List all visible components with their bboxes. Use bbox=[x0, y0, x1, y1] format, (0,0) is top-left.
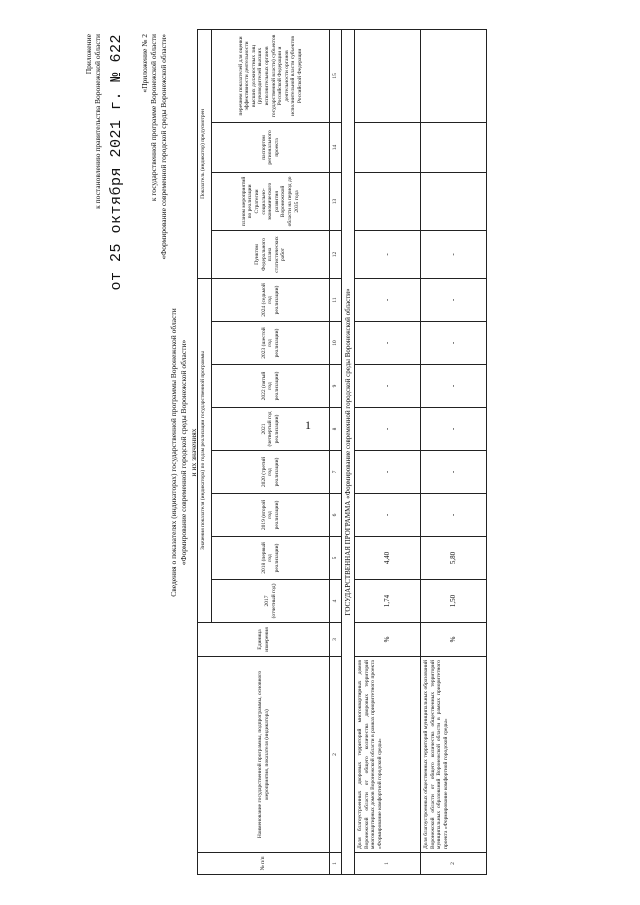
section-title: ГОСУДАРСТВЕННАЯ ПРОГРАММА «Формирование современной городской среды Воронежской области» bbox=[341, 29, 354, 874]
header-2018: 2018 (первый год реализации) bbox=[212, 537, 330, 580]
row-value-2020: - bbox=[354, 451, 420, 494]
col-number: 10 bbox=[330, 322, 342, 365]
order-date: от 25 октября 2021 г. № 622 bbox=[108, 34, 125, 291]
row-value-2022: - bbox=[354, 365, 420, 408]
indicators-table bbox=[197, 29, 487, 875]
col-number: 2 bbox=[330, 657, 342, 853]
row-federal-plan: - bbox=[420, 230, 486, 278]
annex-header bbox=[84, 34, 103, 209]
header-name: Наименование государственной программы, подпрограммы, основного мероприятия, показателя (индикатора) bbox=[198, 657, 330, 853]
header-2022: 2022 (пятый год реализации) bbox=[212, 365, 330, 408]
row-value-2019: - bbox=[354, 494, 420, 537]
header-2020: 2020 (третий год реализации) bbox=[212, 451, 330, 494]
annex-resolution: к постановлению правительства Воронежской области bbox=[93, 34, 103, 209]
section-row bbox=[341, 29, 354, 874]
program-annex-ref: к государственной программе Воронежской области bbox=[149, 34, 159, 202]
row-value-2024: - bbox=[354, 278, 420, 321]
col-number: 8 bbox=[330, 408, 342, 451]
col-number: 9 bbox=[330, 365, 342, 408]
column-number-row bbox=[330, 29, 342, 874]
header-efficiency-list: перечнем показателей для оценки эффективности деятельности высших должностных лиц (руководителей высших исполнительных органов государственной власти) субъектов Российской Федерации и деятельности органов исполнительной власти субъектов Российской Федерации bbox=[212, 29, 330, 122]
row-name: Доля благоустроенных дворовых территорий многоквартирных домов Воронежской области от общего количества дворовых территорий многоквартирных домов Воронежской области в рамках приоритетного проекта «Формирование комфортной городской среды» bbox=[354, 657, 420, 853]
header-indicators-group: Показатель (индикатор) предусмотрен bbox=[198, 29, 212, 278]
row-name: Доля благоустроенных общественных территорий муниципальных образований Воронежской области от общего количества общественных территорий муниципальных образований Воронежской области в рамках приоритетного проекта «Формирование комфортной городской среды» bbox=[420, 657, 486, 853]
col-number: 7 bbox=[330, 451, 342, 494]
title-line-3: и их значениях bbox=[188, 428, 198, 477]
header-regional-project: паспортом регионального проекта bbox=[212, 122, 330, 172]
row-strategy-plan bbox=[354, 172, 420, 230]
annex-label: Приложение bbox=[84, 34, 93, 75]
col-number: 5 bbox=[330, 537, 342, 580]
col-number: 3 bbox=[330, 623, 342, 657]
row-strategy-plan bbox=[420, 172, 486, 230]
header-2023: 2023 (шестой год реализации) bbox=[212, 322, 330, 365]
row-regional-project bbox=[420, 122, 486, 172]
title-line-2: «Формирование современной городской среды Воронежской области» bbox=[178, 339, 188, 566]
header-2019: 2019 (второй год реализации) bbox=[212, 494, 330, 537]
col-number: 1 bbox=[330, 853, 342, 875]
row-num: 1 bbox=[354, 853, 420, 875]
col-number: 12 bbox=[330, 230, 342, 278]
row-value-2019: - bbox=[420, 494, 486, 537]
document-title bbox=[169, 0, 198, 905]
col-number: 11 bbox=[330, 278, 342, 321]
row-value-2024: - bbox=[420, 278, 486, 321]
table-row bbox=[354, 29, 420, 874]
row-value-2021: - bbox=[354, 408, 420, 451]
program-annex-header bbox=[140, 34, 168, 259]
row-value-2020: - bbox=[420, 451, 486, 494]
row-federal-plan: - bbox=[354, 230, 420, 278]
row-value-2018: 4,40 bbox=[354, 537, 420, 580]
col-number: 6 bbox=[330, 494, 342, 537]
row-regional-project bbox=[354, 122, 420, 172]
row-value-2023: - bbox=[354, 322, 420, 365]
row-value-2023: - bbox=[420, 322, 486, 365]
row-efficiency-list bbox=[354, 29, 420, 122]
header-num: № п/п bbox=[198, 853, 330, 875]
row-num: 2 bbox=[420, 853, 486, 875]
col-number: 4 bbox=[330, 580, 342, 623]
program-annex-label: «Приложение № 2 bbox=[140, 34, 149, 93]
header-2024: 2024 (седьмой год реализации) bbox=[212, 278, 330, 321]
col-number: 13 bbox=[330, 172, 342, 230]
row-efficiency-list bbox=[420, 29, 486, 122]
row-value-2017: 1,50 bbox=[420, 580, 486, 623]
row-unit: % bbox=[354, 623, 420, 657]
title-line-1: Сведения о показателях (индикаторах) государственной программы Воронежской области bbox=[169, 308, 178, 597]
header-2021: 2021 (четвертый год реализации) bbox=[212, 408, 330, 451]
header-federal-plan: Пунктом Федерального плана статистических работ bbox=[212, 230, 330, 278]
row-value-2022: - bbox=[420, 365, 486, 408]
header-strategy-plan: планом мероприятий по реализации Стратегии социально-экономического развития Воронежской области на период до 2035 года bbox=[212, 172, 330, 230]
row-unit: % bbox=[420, 623, 486, 657]
row-value-2017: 1,74 bbox=[354, 580, 420, 623]
table-row bbox=[420, 29, 486, 874]
page-number: 1 bbox=[305, 418, 311, 432]
row-value-2018: 5,80 bbox=[420, 537, 486, 580]
row-value-2021: - bbox=[420, 408, 486, 451]
col-number: 14 bbox=[330, 122, 342, 172]
col-number: 15 bbox=[330, 29, 342, 122]
program-annex-name: «Формирование современной городской среды Воронежской области» bbox=[158, 34, 168, 260]
header-2017: 2017 (отчетный год) bbox=[212, 580, 330, 623]
header-unit: Единица измерения bbox=[198, 623, 330, 657]
header-values-group: Значения показателя (индикатора) по годам реализации государственной программы bbox=[198, 278, 212, 622]
